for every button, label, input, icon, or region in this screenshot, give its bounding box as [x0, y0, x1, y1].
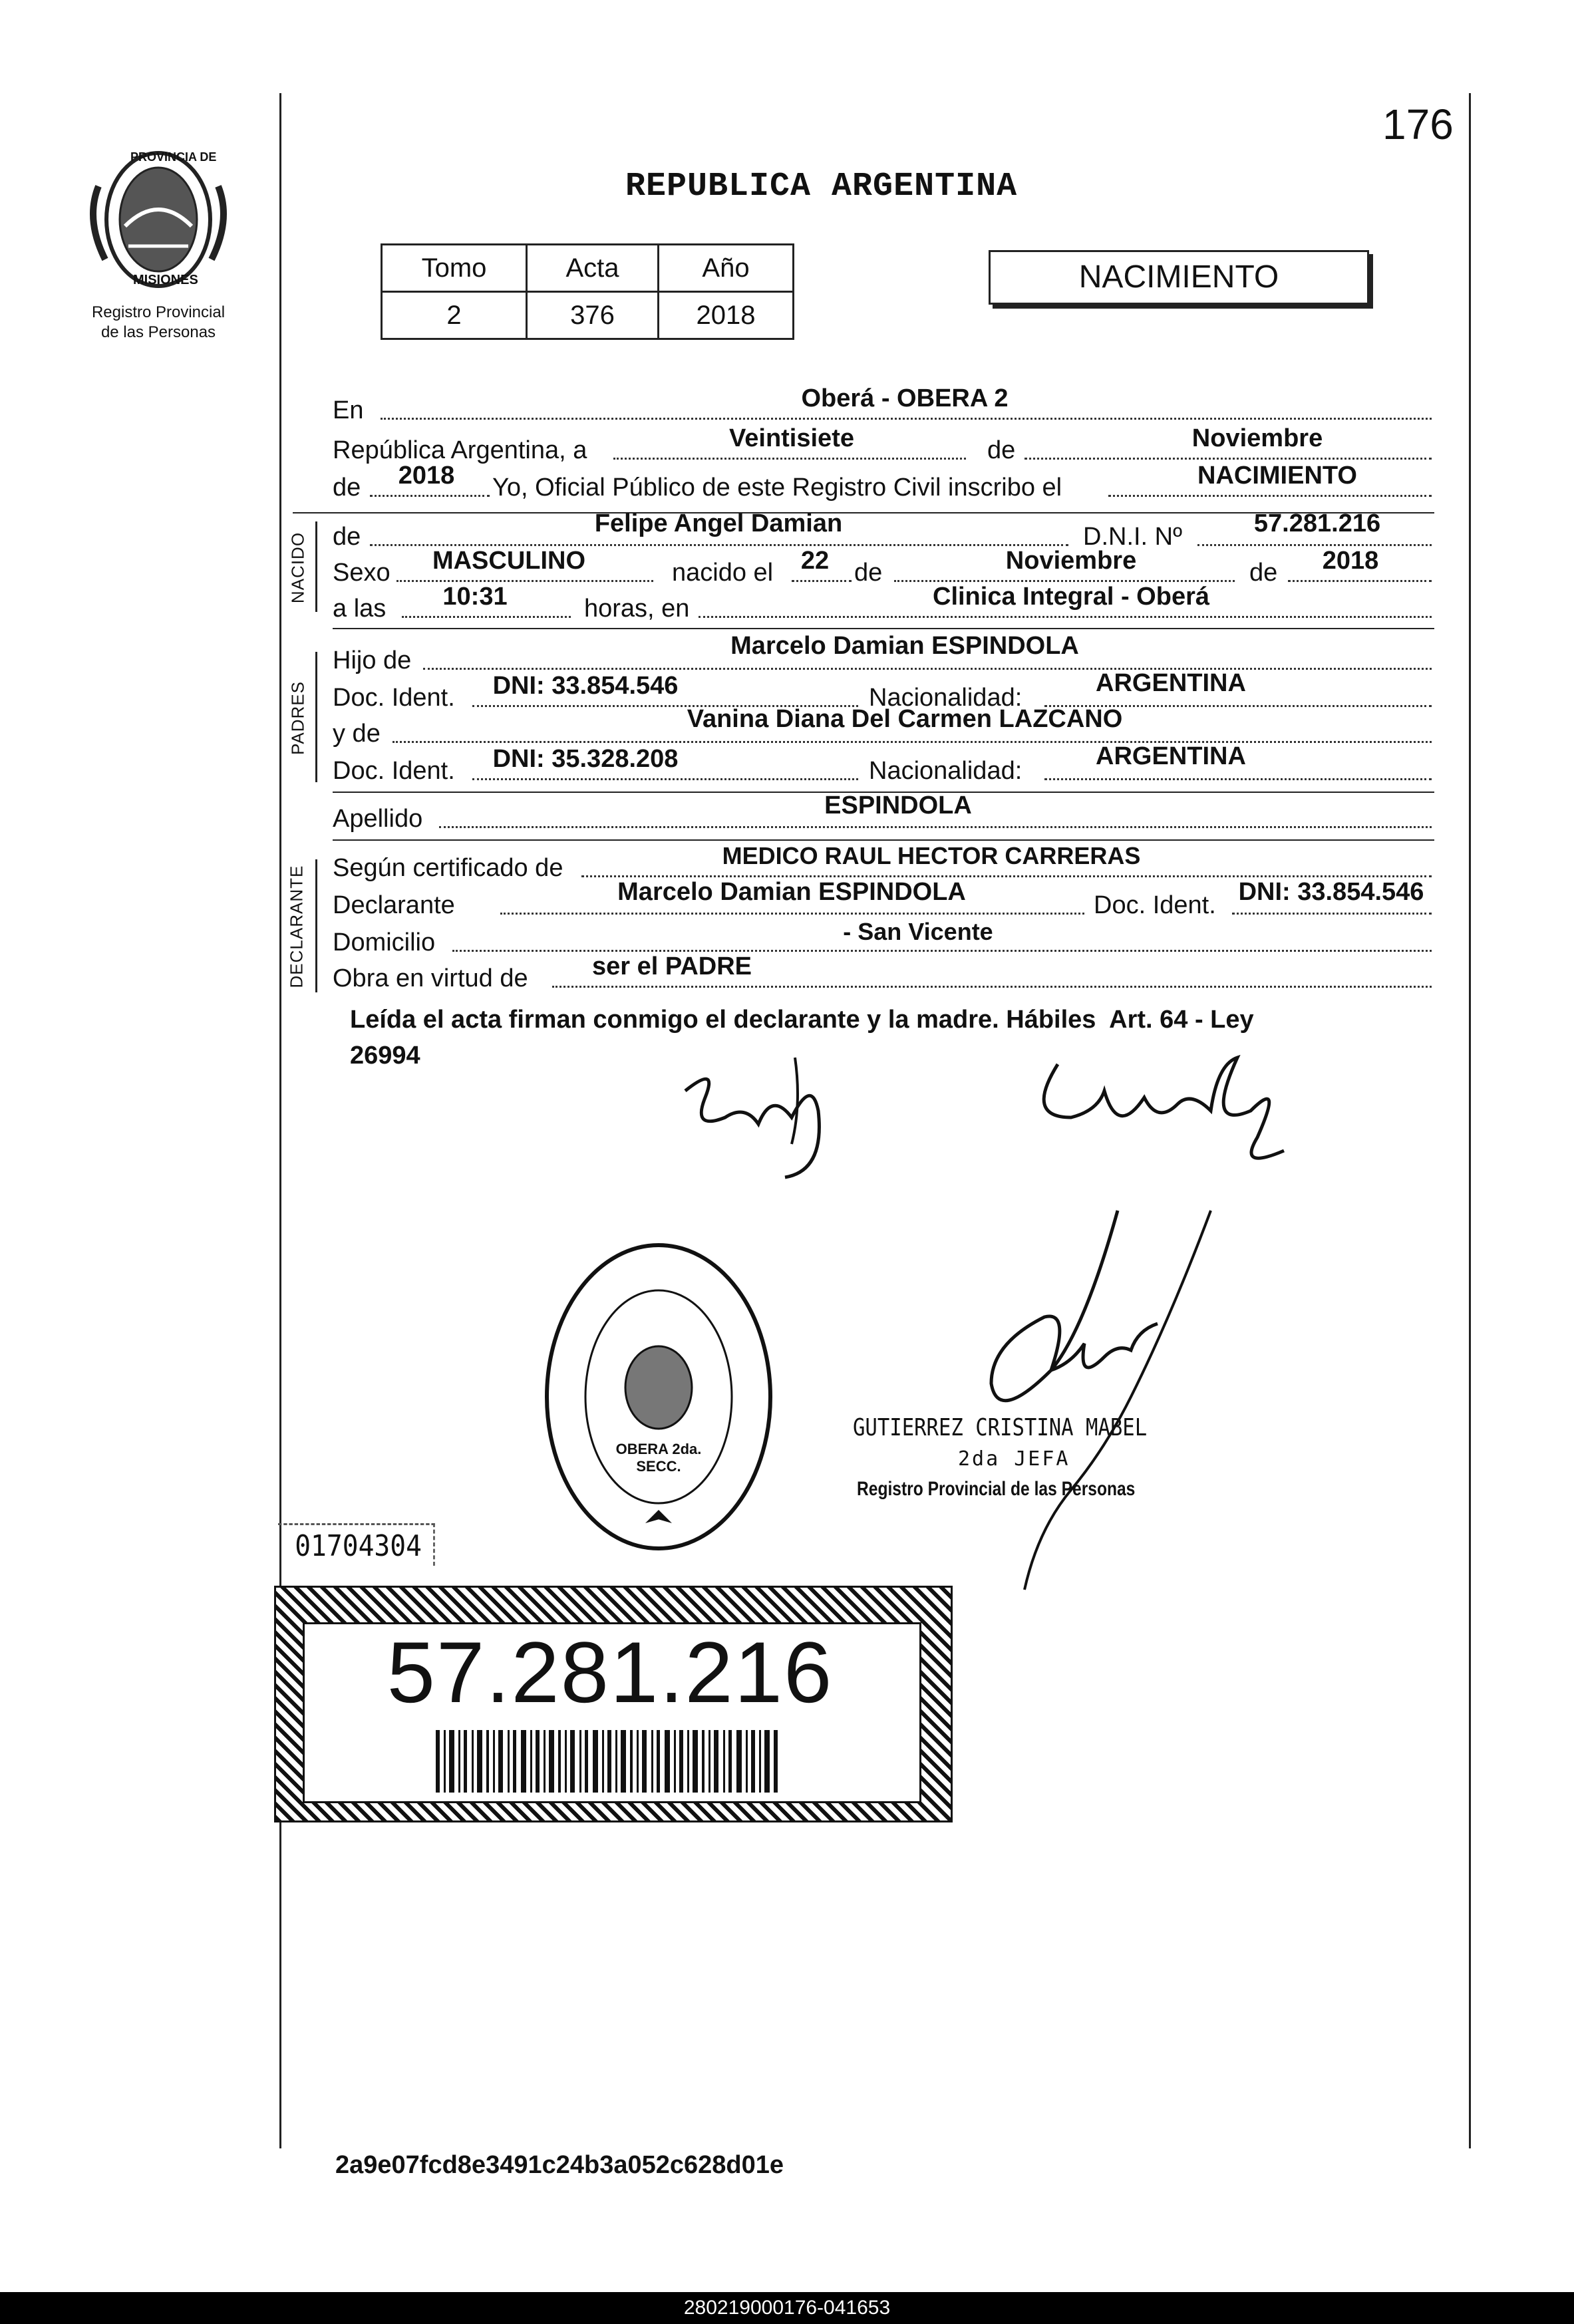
leader-anio-nac	[1288, 580, 1432, 582]
official-name: GUTIERREZ CRISTINA MABEL	[853, 1414, 1148, 1441]
logo-caption-1: Registro Provincial	[91, 303, 226, 321]
document-hash: 2a9e07fcd8e3491c24b3a052c628d01e	[335, 2151, 784, 2179]
value-apellido: ESPINDOLA	[824, 792, 972, 819]
mother-signature-icon	[1018, 1038, 1311, 1177]
leader-acto	[1108, 495, 1432, 497]
value-certificado: MEDICO RAUL HECTOR CARRERAS	[722, 842, 1141, 869]
doc-type-box: NACIMIENTO	[989, 250, 1369, 305]
closing-text-line-1: Leída el acta firman conmigo el declarante y la madre. Hábiles Art. 64 - Ley	[350, 1006, 1254, 1034]
label-domicilio: Domicilio	[333, 929, 436, 956]
value-dni: 57.281.216	[1253, 509, 1381, 537]
label-dni: D.N.I. Nº	[1083, 523, 1182, 551]
value-domicilio: - San Vicente	[843, 918, 993, 945]
official-title: 2da JEFA	[958, 1447, 1070, 1471]
value-tipo-acto: NACIMIENTO	[1197, 462, 1357, 490]
leader-declarante-dni	[1232, 913, 1432, 915]
divider-padres-top	[333, 628, 1434, 629]
table-value-tomo: 2	[382, 292, 527, 339]
tomo-acta-anio-table	[381, 243, 794, 340]
value-padre-nac: ARGENTINA	[1096, 669, 1246, 697]
declarant-signature-icon	[679, 1051, 878, 1184]
section-label-padres: PADRES	[287, 681, 308, 755]
leader-dia	[613, 458, 966, 460]
label-republica: República Argentina, a	[333, 436, 587, 464]
bracket-declarante	[315, 859, 317, 992]
leader-certificado	[581, 875, 1432, 877]
table-value-anio: 2018	[659, 292, 794, 339]
value-madre-nac: ARGENTINA	[1096, 742, 1246, 770]
value-anio-nac: 2018	[1322, 547, 1379, 575]
section-label-declarante: DECLARANTE	[286, 865, 307, 988]
leader-mes	[1024, 458, 1432, 460]
label-de-nombre: de	[333, 523, 361, 551]
section-label-nacido: NACIDO	[287, 531, 308, 604]
leader-dni	[1197, 544, 1432, 546]
value-lugar: Oberá - OBERA 2	[801, 384, 1009, 412]
leader-apellido	[439, 826, 1432, 828]
value-sexo: MASCULINO	[432, 547, 586, 575]
value-mes-letras: Noviembre	[1191, 424, 1323, 452]
value-hora: 10:31	[442, 583, 508, 611]
barcode-label	[274, 1586, 953, 1822]
value-declarante-dni: DNI: 33.854.546	[1238, 878, 1424, 906]
barcode-icon	[436, 1730, 782, 1793]
leader-madre-nac	[1044, 778, 1432, 780]
label-nacido-el: nacido el	[672, 559, 774, 587]
value-declarante: Marcelo Damian ESPINDOLA	[617, 878, 966, 906]
footer-bar	[0, 2292, 1574, 2324]
leader-dia-nac	[792, 580, 852, 582]
label-segun-cert: Según certificado de	[333, 854, 563, 882]
leader-mes-nac	[894, 580, 1235, 582]
leader-en-virtud	[552, 986, 1432, 988]
label-en: En	[333, 396, 364, 424]
bracket-padres	[315, 652, 317, 782]
label-doc-ident-declarante: Doc. Ident.	[1094, 891, 1216, 919]
label-de-anio-nac: de	[1249, 559, 1278, 587]
table-header-acta: Acta	[527, 245, 659, 292]
value-dia-nac: 22	[800, 547, 830, 575]
table-header-tomo: Tomo	[382, 245, 527, 292]
coat-of-arms-icon	[79, 146, 238, 293]
label-obra-en-virtud: Obra en virtud de	[333, 964, 528, 992]
label-de-year: de	[333, 474, 361, 502]
value-dia-letras: Veintisiete	[729, 424, 854, 452]
registry-logo	[79, 146, 238, 346]
leader-hora	[402, 616, 571, 618]
label-de-mes-nac: de	[854, 559, 883, 587]
leader-lugar-nac	[699, 616, 1432, 618]
divider-declarante-top	[333, 839, 1434, 841]
serial-stamp: 01704304	[278, 1523, 435, 1566]
footer-code: 280219000176-041653	[683, 2297, 891, 2319]
stamp-inner-text: OBERA 2da. SECC.	[615, 1441, 702, 1475]
table-header-anio: Año	[659, 245, 794, 292]
barcode-number: 57.281.216	[387, 1624, 834, 1721]
leader-madre-dni	[472, 778, 858, 780]
label-a-las: a las	[333, 595, 387, 623]
leader-nombre	[370, 544, 1068, 546]
value-en-virtud: ser el PADRE	[591, 952, 752, 980]
label-de-mes: de	[987, 436, 1016, 464]
registry-stamp	[539, 1237, 778, 1556]
leader-domicilio	[452, 950, 1432, 952]
label-y-de: y de	[333, 720, 381, 748]
official-signature-icon	[918, 1197, 1224, 1596]
seal-bottom-text: MISIONES	[133, 273, 198, 287]
leader-sexo	[396, 580, 653, 582]
label-doc-ident-padre: Doc. Ident.	[333, 684, 455, 712]
label-nacionalidad-madre: Nacionalidad:	[869, 757, 1023, 785]
table-value-acta: 376	[527, 292, 659, 339]
value-mes-nac: Noviembre	[1005, 547, 1137, 575]
leader-declarante	[500, 913, 1084, 915]
stamp-oval-icon	[539, 1237, 778, 1556]
label-sexo: Sexo	[333, 559, 391, 587]
value-padre-dni: DNI: 33.854.546	[492, 672, 679, 700]
leader-year	[370, 495, 490, 497]
label-declarante: Declarante	[333, 891, 455, 919]
official-office: Registro Provincial de las Personas	[857, 1478, 1136, 1500]
document-title: REPUBLICA ARGENTINA	[625, 168, 1018, 206]
right-margin-line	[1469, 93, 1471, 2148]
label-apellido: Apellido	[333, 805, 423, 833]
page-number: 176	[1382, 100, 1454, 148]
value-madre: Vanina Diana Del Carmen LAZCANO	[687, 705, 1123, 733]
logo-caption-2: de las Personas	[100, 323, 216, 341]
left-margin-line	[279, 93, 281, 2148]
value-lugar-nac: Clinica Integral - Oberá	[933, 583, 1209, 611]
label-horas-en: horas, en	[584, 595, 690, 623]
label-yo-oficial: Yo, Oficial Público de este Registro Civil inscribo el	[492, 474, 1062, 502]
label-nacionalidad-padre: Nacionalidad:	[869, 684, 1023, 712]
closing-text-line-2: 26994	[350, 1042, 420, 1070]
value-padre: Marcelo Damian ESPINDOLA	[730, 632, 1079, 660]
seal-top-text: PROVINCIA DE	[130, 150, 217, 164]
value-nombre: Felipe Angel Damian	[594, 509, 843, 537]
label-hijo-de: Hijo de	[333, 647, 412, 674]
value-madre-dni: DNI: 35.328.208	[492, 745, 679, 773]
bracket-nacido	[315, 521, 317, 612]
leader-en	[381, 418, 1432, 420]
label-doc-ident-madre: Doc. Ident.	[333, 757, 455, 785]
value-anio-inscripcion: 2018	[398, 462, 455, 490]
